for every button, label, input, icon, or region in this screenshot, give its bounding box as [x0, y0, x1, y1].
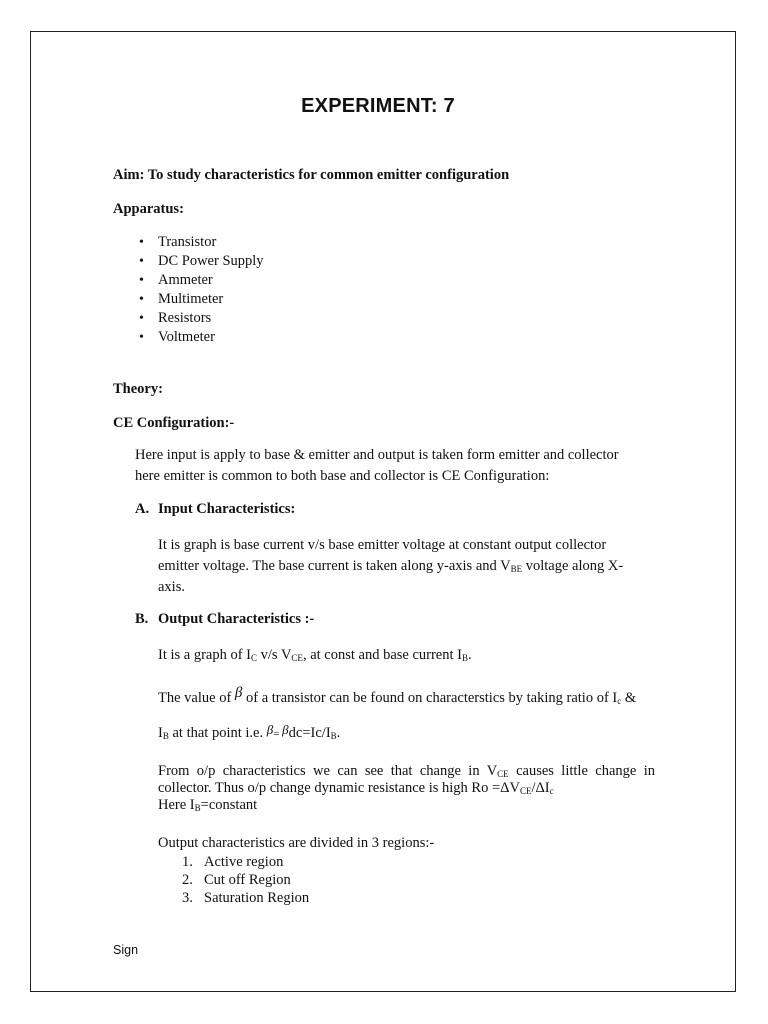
section-b-heading: Output Characteristics :- — [158, 611, 315, 627]
regions-intro: Output characteristics are divided in 3 regions:- — [158, 835, 435, 851]
list-item: • Resistors — [142, 309, 264, 328]
beta-value-text: The value of β of a transistor can be found on characterstics by taking ratio of $I_c$ & — [158, 685, 637, 706]
section-b-letter: B. — [135, 611, 149, 627]
op-characteristics-text: From o/p characteristics we can see that change in $V_{CE}$ causes little change in collector. Thus o/p change dynamic resistance is high $Ro =\Delta V_{CE}/\Delta I_c$ Here $I_B=constant$ — [158, 763, 655, 813]
beta-symbol: β — [282, 722, 289, 737]
sign-label: Sign — [113, 943, 139, 957]
page-title: EXPERIMENT: 7 — [301, 95, 455, 117]
theory-heading: Theory: — [113, 381, 163, 397]
section-a-heading: Input Characteristics: — [158, 501, 296, 517]
section-a-letter: A. — [135, 501, 150, 517]
list-item: • Ammeter — [142, 271, 264, 290]
list-item: • DC Power Supply — [142, 252, 264, 271]
ce-heading: CE Configuration:- — [113, 415, 235, 431]
section-a-text: It is graph is base current v/s base emitter voltage at constant output collector emitter voltage. The base current is taken along y-axis and $V_{BE}$ voltage along X- axis. — [158, 537, 624, 595]
beta-equation: $I_B$ at that point i.e. $\beta= \beta dc=Ic/I_B$. — [158, 722, 341, 741]
list-item: 1. Active region — [182, 854, 284, 870]
apparatus-list — [142, 233, 264, 347]
list-item: • Transistor — [142, 233, 264, 252]
list-item: • Voltmeter — [142, 328, 264, 347]
list-item: 2. Cut off Region — [182, 872, 291, 888]
regions-list — [180, 853, 309, 907]
beta-symbol: β — [234, 685, 243, 701]
list-item: 3. Saturation Region — [182, 890, 310, 906]
aim-line: Aim: To study characteristics for common emitter configuration — [113, 167, 510, 183]
ce-description: Here input is apply to base & emitter and output is taken form emitter and collector here emitter is common to both base and collector is CE Configuration: — [135, 447, 619, 484]
beta-symbol: β — [266, 722, 274, 737]
apparatus-heading: Apparatus: — [113, 201, 184, 217]
list-item: • Multimeter — [142, 290, 264, 309]
output-graph-text: It is a graph of $I_C$ v/s $V_{CE}$, at const and base current $I_B$. — [158, 647, 472, 663]
